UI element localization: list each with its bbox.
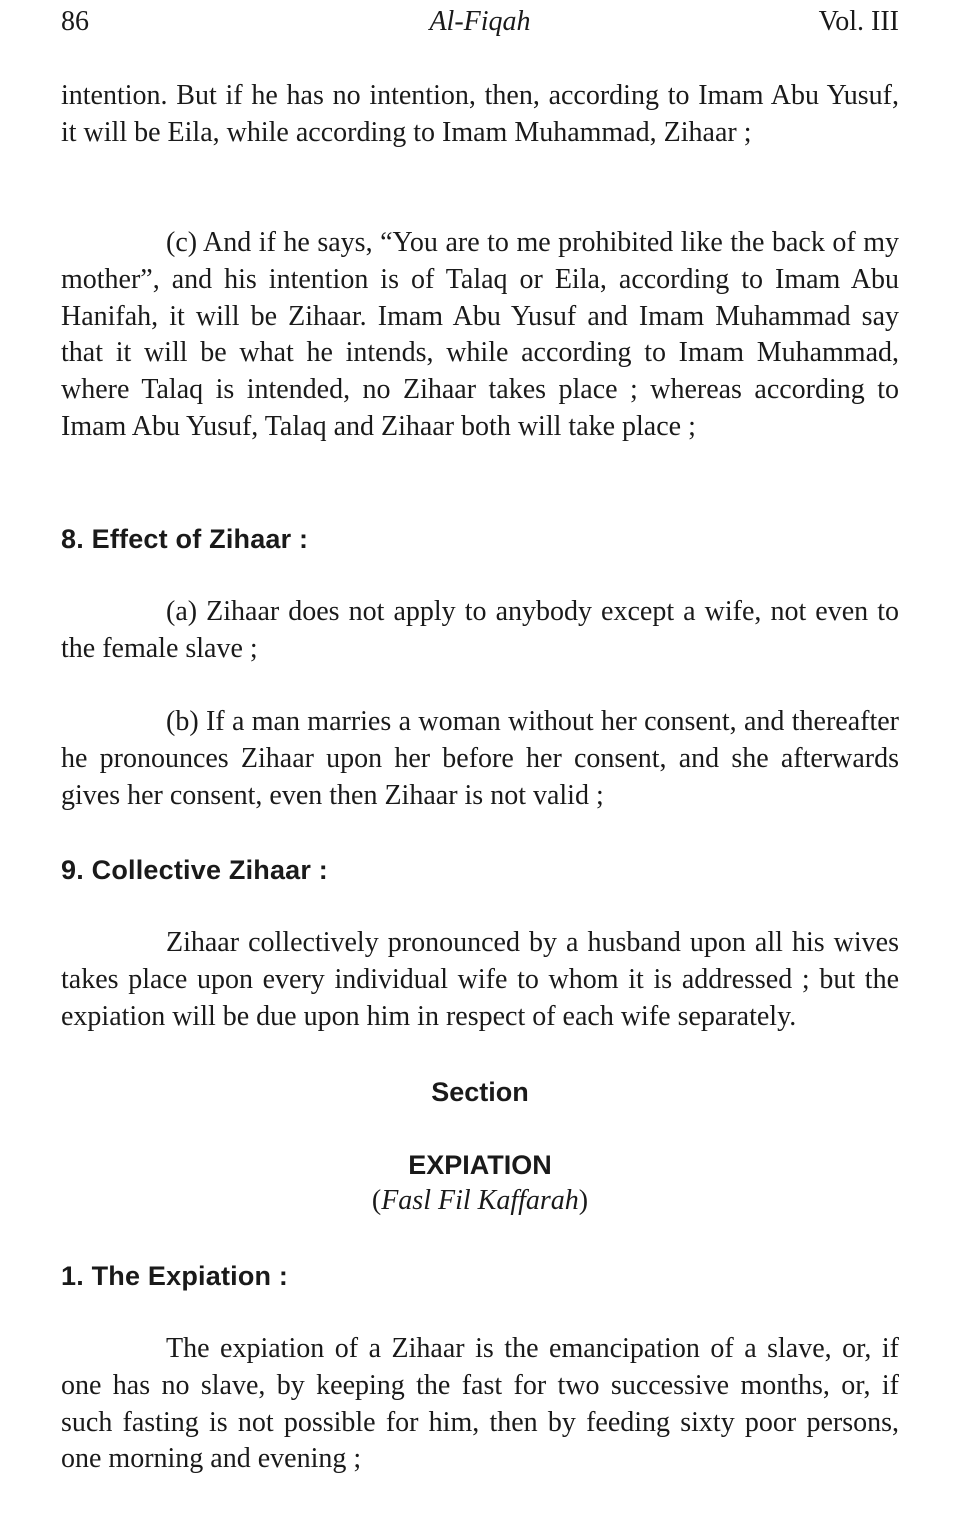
paragraph-c: (c) And if he says, “You are to me prohibited like the back of my mother”, and his intention is of Talaq or Eila, according to Imam Abu Hanifah, it will be Zihaar. Imam Abu Yusuf and Imam Muhammad say that it will be what he intends, while according to Imam Muhammad, where Talaq is intended, no Zihaar takes place ; whereas according to Imam Abu Yusuf, Talaq and Zihaar both will take place ; bbox=[61, 227, 899, 442]
subtitle-open-paren: ( bbox=[371, 1185, 382, 1216]
volume-label: Vol. III bbox=[818, 6, 899, 37]
page-number: 86 bbox=[61, 6, 89, 37]
heading-the-expiation: 1. The Expiation : bbox=[61, 1261, 289, 1291]
section-subtitle bbox=[61, 1183, 899, 1219]
paragraph-8b: (b) If a man marries a woman without her consent, and thereafter he pronounces Zihaar upon her before her consent, and she afterwards gives her consent, even then Zihaar is not valid ; bbox=[61, 706, 899, 811]
page-header bbox=[61, 6, 899, 46]
heading-collective-zihaar: 9. Collective Zihaar : bbox=[61, 855, 328, 885]
subtitle-close-paren: ) bbox=[578, 1185, 589, 1216]
heading-effect-of-zihaar: 8. Effect of Zihaar : bbox=[61, 524, 309, 554]
paragraph-expiation: The expiation of a Zihaar is the emancipation of a slave, or, if one has no slave, by keeping the fast for two successive months, or, if such fasting is not possible for him, then by feeding sixty poor persons, one morning and evening ; bbox=[61, 1333, 899, 1475]
book-title: Al-Fiqah bbox=[429, 6, 531, 37]
section-title: EXPIATION bbox=[408, 1150, 552, 1180]
subtitle-text: Fasl Fil Kaffarah bbox=[381, 1185, 579, 1216]
paragraph-intro: intention. But if he has no intention, then, according to Imam Abu Yusuf, it will be Eila, while according to Imam Muhammad, Zihaar ; bbox=[61, 80, 899, 148]
paragraph-8a: (a) Zihaar does not apply to anybody except a wife, not even to the female slave ; bbox=[61, 596, 899, 664]
paragraph-9: Zihaar collectively pronounced by a husband upon all his wives takes place upon every individual wife to whom it is addressed ; but the expiation will be due upon him in respect of each wife separately. bbox=[61, 927, 899, 1032]
section-label: Section bbox=[431, 1077, 529, 1107]
